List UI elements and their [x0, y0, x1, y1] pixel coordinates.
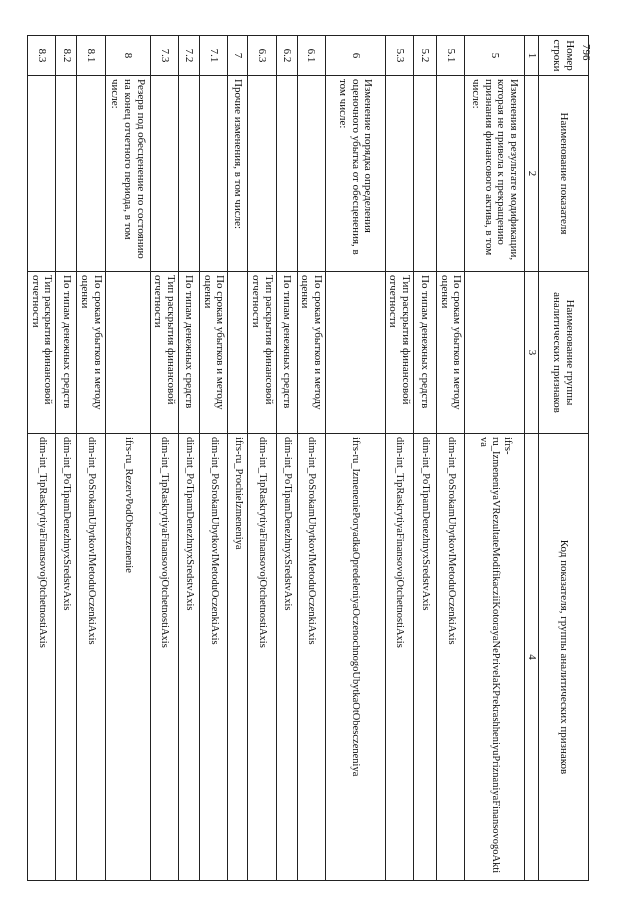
row-number-cell: 8.1 [77, 36, 105, 76]
table-row [297, 36, 325, 881]
row-number-cell: 7 [228, 36, 248, 76]
row-number-cell: 7.2 [178, 36, 199, 76]
column-number-row [525, 36, 539, 881]
column-number: 2 [525, 76, 539, 272]
row-number-cell: 6.2 [276, 36, 297, 76]
code-cell: dim-int_TipRaskrytiyaFinansovojOtchetnostiAxis [150, 434, 178, 881]
table-row [56, 36, 77, 881]
code-cell: dim-int_PoSrokamUbytkovIMetoduOczenkiAxis [199, 434, 227, 881]
group-name-cell: По срокам убытков и методу оценки [437, 272, 465, 434]
row-number-cell: 5.3 [385, 36, 413, 76]
indicator-name-cell [150, 76, 178, 272]
indicator-name-cell [276, 76, 297, 272]
row-number-cell: 6 [325, 36, 385, 76]
code-cell: dim-int_PoSrokamUbytkovIMetoduOczenkiAxis [77, 434, 105, 881]
table-row [465, 36, 525, 881]
column-number: 3 [525, 272, 539, 434]
table-row [178, 36, 199, 881]
group-name-cell: По типам денежных средств [276, 272, 297, 434]
group-name-cell: Тип раскрытия финансовой отчетности [28, 272, 56, 434]
header-group-name: Наименование группы аналитических признаков [539, 272, 589, 434]
indicator-name-cell [297, 76, 325, 272]
row-number-cell: 7.1 [199, 36, 227, 76]
code-cell: dim-int_TipRaskrytiyaFinansovojOtchetnostiAxis [248, 434, 276, 881]
page-number: 796 [580, 44, 592, 61]
table-row [248, 36, 276, 881]
indicator-name-cell [248, 76, 276, 272]
code-cell: ifrs-ru_IzmeneniePoryadkaOpredeleniyaOczenochnogoUbytkaOtObesczeneniya [325, 434, 385, 881]
row-number-cell: 5 [465, 36, 525, 76]
indicator-name-cell [414, 76, 437, 272]
indicator-name-cell [178, 76, 199, 272]
group-name-cell [465, 272, 525, 434]
row-number-cell: 6.1 [297, 36, 325, 76]
code-cell: ifrs-ru_IzmeneniyaVRezultateModifikacziiKotorayaNePrivelaKPrekrashheniyuPriznaniyaFinansovogoAktiva [465, 434, 525, 881]
indicator-name-cell [56, 76, 77, 272]
header-row [539, 36, 589, 881]
code-cell: dim-int_TipRaskrytiyaFinansovojOtchetnostiAxis [385, 434, 413, 881]
indicator-name-cell [385, 76, 413, 272]
table-row [414, 36, 437, 881]
group-name-cell: По типам денежных средств [178, 272, 199, 434]
group-name-cell [325, 272, 385, 434]
table-row [150, 36, 178, 881]
group-name-cell [105, 272, 150, 434]
code-cell: dim-int_PoSrokamUbytkovIMetoduOczenkiAxis [297, 434, 325, 881]
code-cell: ifrs-ru_ProchieIzmeneniya [228, 434, 248, 881]
table-row [437, 36, 465, 881]
table-row [77, 36, 105, 881]
row-number-cell: 7.3 [150, 36, 178, 76]
indicator-name-cell [437, 76, 465, 272]
code-cell: ifrs-ru_RezervPodObesczenenie [105, 434, 150, 881]
indicator-name-cell: Резерв под обесценение по состоянию на конец отчетного периода, в том числе: [105, 76, 150, 272]
table-row [28, 36, 56, 881]
group-name-cell: По типам денежных средств [56, 272, 77, 434]
header-indicator-name: Наименование показателя [539, 76, 589, 272]
code-cell: dim-int_PoTipamDenezhnyxSredstvAxis [178, 434, 199, 881]
code-cell: dim-int_PoTipamDenezhnyxSredstvAxis [276, 434, 297, 881]
group-name-cell: По срокам убытков и методу оценки [77, 272, 105, 434]
group-name-cell: Тип раскрытия финансовой отчетности [385, 272, 413, 434]
indicator-table [27, 35, 589, 881]
document-page [29, 35, 589, 880]
code-cell: dim-int_PoSrokamUbytkovIMetoduOczenkiAxis [437, 434, 465, 881]
table-row [325, 36, 385, 881]
table-body [28, 36, 525, 881]
table-row [385, 36, 413, 881]
table-row [228, 36, 248, 881]
indicator-name-cell: Изменения в результате модификации, которая не привела к прекращению признания финансового актива, в том числе: [465, 76, 525, 272]
indicator-name-cell [199, 76, 227, 272]
row-number-cell: 8.3 [28, 36, 56, 76]
code-cell: dim-int_TipRaskrytiyaFinansovojOtchetnostiAxis [28, 434, 56, 881]
row-number-cell: 8.2 [56, 36, 77, 76]
group-name-cell: По срокам убытков и методу оценки [297, 272, 325, 434]
row-number-cell: 8 [105, 36, 150, 76]
row-number-cell: 5.2 [414, 36, 437, 76]
indicator-name-cell [28, 76, 56, 272]
row-number-cell: 5.1 [437, 36, 465, 76]
group-name-cell: Тип раскрытия финансовой отчетности [150, 272, 178, 434]
code-cell: dim-int_PoTipamDenezhnyxSredstvAxis [414, 434, 437, 881]
indicator-name-cell [77, 76, 105, 272]
column-number: 1 [525, 36, 539, 76]
group-name-cell: По типам денежных средств [414, 272, 437, 434]
header-row-number: Номер строки [539, 36, 589, 76]
column-number: 4 [525, 434, 539, 881]
indicator-name-cell: Изменение порядка определения оценочного убытка от обесценения, в том числе: [325, 76, 385, 272]
table-row [105, 36, 150, 881]
group-name-cell: Тип раскрытия финансовой отчетности [248, 272, 276, 434]
table-row [276, 36, 297, 881]
table-row [199, 36, 227, 881]
row-number-cell: 6.3 [248, 36, 276, 76]
group-name-cell [228, 272, 248, 434]
indicator-name-cell: Прочие изменения, в том числе: [228, 76, 248, 272]
code-cell: dim-int_PoTipamDenezhnyxSredstvAxis [56, 434, 77, 881]
group-name-cell: По срокам убытков и методу оценки [199, 272, 227, 434]
rotated-table-container [29, 35, 589, 880]
header-code: Код показателя, группы аналитических признаков [539, 434, 589, 881]
